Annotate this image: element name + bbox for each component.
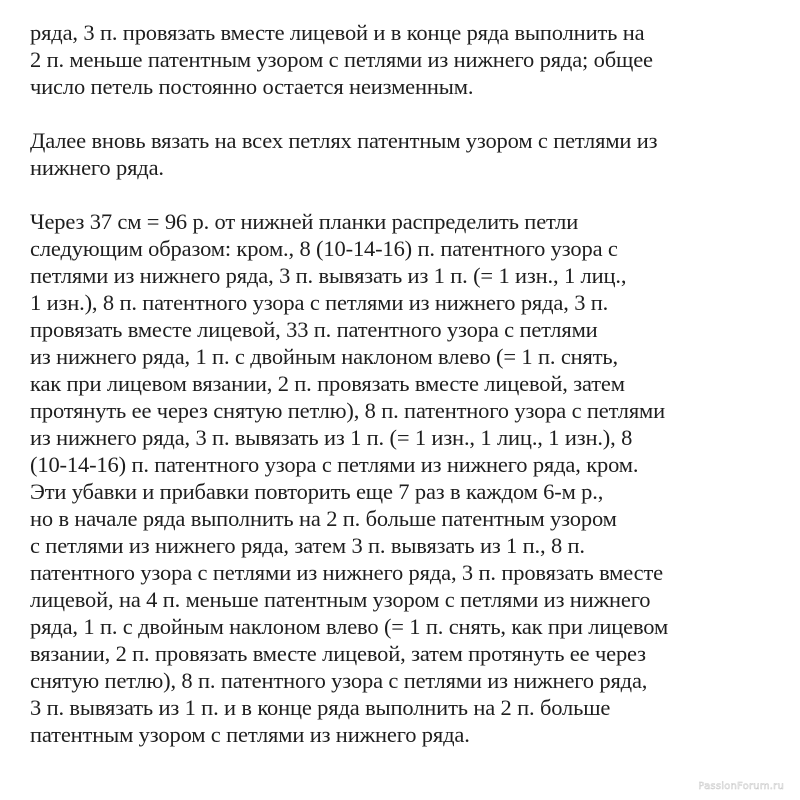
paragraph-spacer [30,100,790,127]
text-line: Далее вновь вязать на всех петлях патентным узором с петлями из [30,128,658,153]
text-line: лицевой, на 4 п. меньше патентным узором с петлями из нижнего [30,587,651,612]
text-line: но в начале ряда выполнить на 2 п. больше патентным узором [30,506,617,531]
paragraph-pattern-continuation [30,19,790,100]
text-line: число петель постоянно остается неизменным. [30,74,474,99]
text-line: вязании, 2 п. провязать вместе лицевой, затем протянуть ее через [30,641,646,666]
text-line: патентного узора с петлями из нижнего ряда, 3 п. провязать вместе [30,560,663,585]
text-line: с петлями из нижнего ряда, затем 3 п. вывязать из 1 п., 8 п. [30,533,585,558]
text-line: провязать вместе лицевой, 33 п. патентного узора с петлями [30,317,598,342]
text-line: снятую петлю), 8 п. патентного узора с петлями из нижнего ряда, [30,668,648,693]
text-line: из нижнего ряда, 3 п. вывязать из 1 п. (= 1 изн., 1 лиц., 1 изн.), 8 [30,425,633,450]
text-line: 1 изн.), 8 п. патентного узора с петлями из нижнего ряда, 3 п. [30,290,609,315]
text-line: ряда, 1 п. с двойным наклоном влево (= 1 п. снять, как при лицевом [30,614,669,639]
text-line: 2 п. меньше патентным узором с петлями из нижнего ряда; общее [30,47,653,72]
text-line: патентным узором с петлями из нижнего ряда. [30,722,470,747]
document-page [30,19,790,748]
text-line: Эти убавки и прибавки повторить еще 7 раз в каждом 6-м р., [30,479,604,504]
paragraph-knit-all-stitches [30,127,790,181]
text-line: протянуть ее через снятую петлю), 8 п. патентного узора с петлями [30,398,666,423]
text-line: ряда, 3 п. провязать вместе лицевой и в конце ряда выполнить на [30,20,645,45]
text-line: (10-14-16) п. патентного узора с петлями из нижнего ряда, кром. [30,452,639,477]
text-line: Через 37 см = 96 р. от нижней планки распределить петли [30,209,579,234]
watermark: PassionForum.ru [698,781,784,792]
text-line: нижнего ряда. [30,155,164,180]
text-line: как при лицевом вязании, 2 п. провязать вместе лицевой, затем [30,371,625,396]
text-line: следующим образом: кром., 8 (10-14-16) п. патентного узора с [30,236,618,261]
paragraph-stitch-distribution [30,208,790,748]
text-line: из нижнего ряда, 1 п. с двойным наклоном влево (= 1 п. снять, [30,344,619,369]
paragraph-spacer [30,181,790,208]
text-line: 3 п. вывязать из 1 п. и в конце ряда выполнить на 2 п. больше [30,695,611,720]
text-line: петлями из нижнего ряда, 3 п. вывязать из 1 п. (= 1 изн., 1 лиц., [30,263,627,288]
